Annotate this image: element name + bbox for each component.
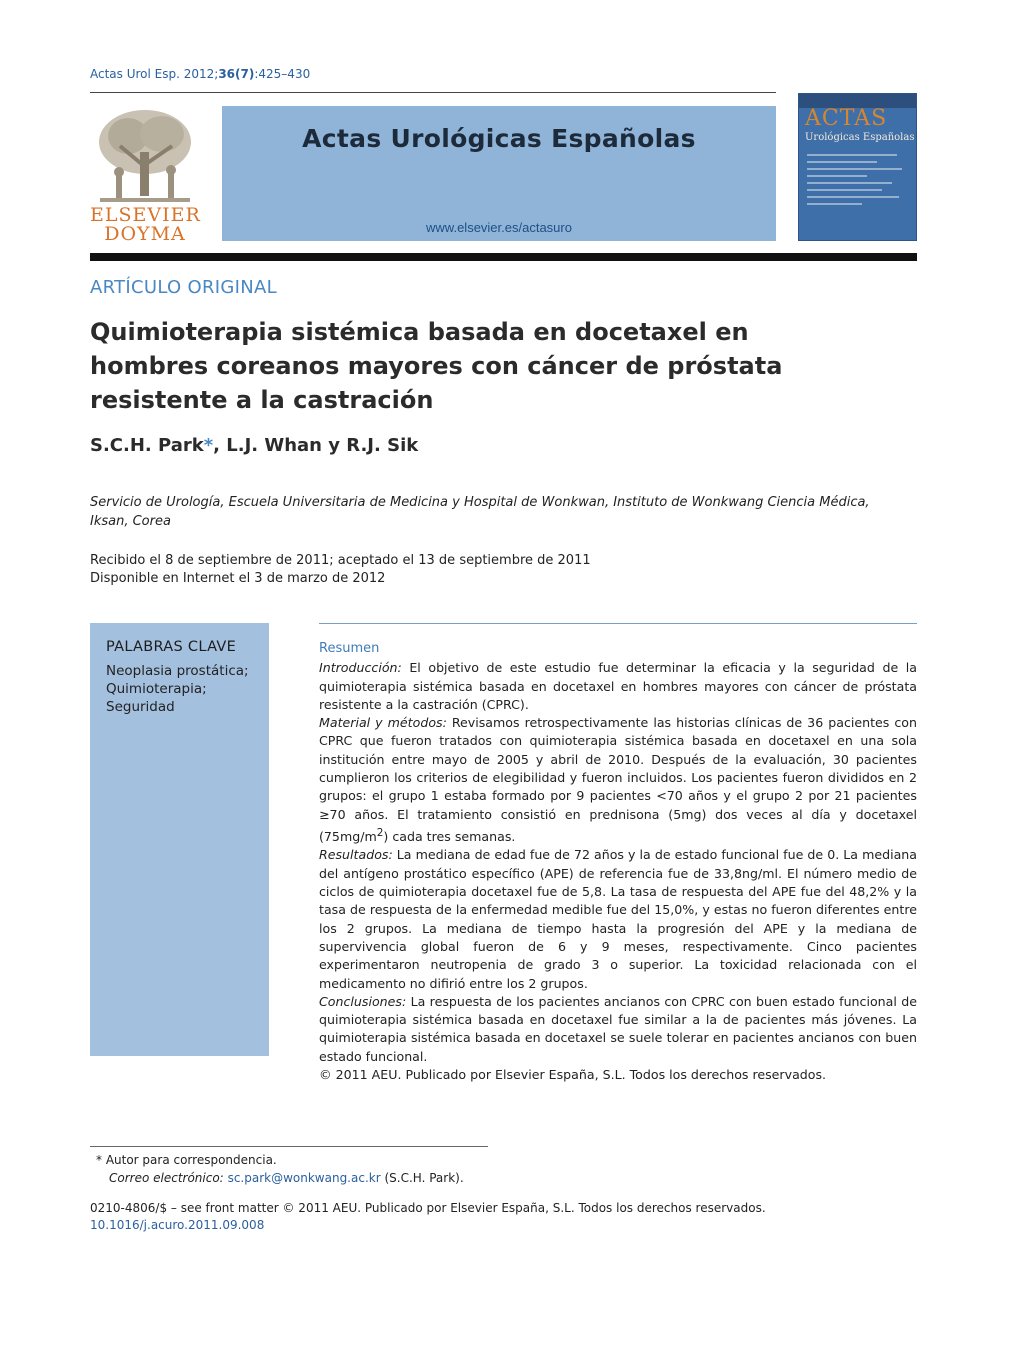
keyword-item: Quimioterapia; [106,681,207,697]
doi-link[interactable]: 10.1016/j.acuro.2011.09.008 [90,1218,265,1232]
co-authors: , L.J. Whan y R.J. Sik [213,435,419,456]
header-divider [90,253,917,261]
elsevier-logo [90,106,201,245]
footnote-rule [90,1146,488,1147]
cover-subtitle: Urológicas Españolas [805,132,915,143]
author-list [90,435,418,456]
abstract-results: Resultados: La mediana de edad fue de 72 años y la de estado funcional fue de 0. La mediana del antígeno prostático específico (APE) de referencia fue de 33,8ng/ml. El número medio de ciclos de quimioterapia docetaxel fue de 5,8. La tasa de respuesta del APE fue del 48,2% y la tasa de respuesta de la enfermedad medible fue del 15,0%, y estas no fueron diferentes entre los 2 grupos. La mediana de tiempo hasta la progresión del APE y la mediana de supervivencia global fueron de 6 y 9 meses, respectivamente. Cinco pacientes experimentaron neutropenia de grado 3 o superior. La toxicidad relacionada con el medicamento no difirió entre los 2 grupos. [319,847,917,991]
tree-icon [90,106,200,206]
email-label: Correo electrónico: [109,1171,224,1185]
abstract-introduction: Introducción: El objetivo de este estudio fue determinar la eficacia y la seguridad de la quimioterapia sistémica basada en docetaxel en hombres mayores con cáncer de próstata resistente a la castración (CPRC). [319,660,917,712]
journal-citation: Actas Urol Esp. 2012;36(7):425–430 [90,67,311,81]
journal-name: Actas Urológicas Españolas [302,124,696,153]
front-matter [90,1200,766,1234]
footnote-marker: * Autor para correspondencia. [96,1153,277,1167]
article-dates [90,552,591,588]
received-date: Recibido el 8 de septiembre de 2011; aceptado el 13 de septiembre de 2011 [90,553,591,568]
journal-cover-thumbnail [798,93,917,241]
abstract-rule [319,623,917,624]
keywords-list [106,662,249,716]
correspondence-footnote: * Autor para correspondencia. Correo electrónico: sc.park@wonkwang.ac.kr (S.C.H. Park). [96,1153,464,1185]
issn-line: 0210-4806/$ – see front matter © 2011 AEU. Publicado por Elsevier España, S.L. Todos los derechos reservados. [90,1201,766,1215]
journal-banner [222,106,776,241]
publisher-imprint: DOYMA [104,223,186,245]
online-date: Disponible en Internet el 3 de marzo de 2012 [90,571,386,586]
abstract-heading: Resumen [319,641,380,656]
author-email-link[interactable]: sc.park@wonkwang.ac.kr [227,1171,381,1185]
abstract-conclusions: Conclusiones: La respuesta de los pacientes ancianos con CPRC con buen estado funcional de quimioterapia sistémica basada en docetaxel fue similar a la de pacientes más jóvenes. La quimioterapia sistémica basada en docetaxel se suele tolerar en pacientes ancianos con buen estado funcional. [319,993,917,1064]
abstract-copyright: © 2011 AEU. Publicado por Elsevier España, S.L. Todos los derechos reservados. [319,1067,827,1083]
keywords-box [90,623,269,1056]
keyword-item: Neoplasia prostática; [106,663,249,679]
keyword-item: Seguridad [106,699,175,715]
cover-title: ACTAS [805,106,888,131]
abstract-methods: Material y métodos: Revisamos retrospectivamente las historias clínicas de 36 pacientes con CPRC que fueron tratados con quimioterapia sistémica basada en docetaxel en una sola institución entre mayo de 2005 y abril de 2010. Después de la evaluación, 30 pacientes cumplieron los criterios de elegibilidad y fueron incluidos. Los pacientes fueron divididos en 2 grupos: el grupo 1 estaba formado por 9 pacientes <70 años y el grupo 2 por 21 pacientes ≥70 años. El tratamiento consistió en prednisona (5mg) dos veces al día y docetaxel $(75mg/m^2)$ cada tres semanas. [319,715,917,845]
author-affiliation: Servicio de Urología, Escuela Universitaria de Medicina y Hospital de Wonkwan, Instituto de Wonkwang Ciencia Médica, Iksan, Corea [90,495,870,529]
abstract [319,640,917,1084]
article-section: ARTÍCULO ORIGINAL [90,277,277,298]
header-rule [90,92,776,93]
keywords-heading: PALABRAS CLAVE [106,639,237,655]
article-title: Quimioterapia sistémica basada en docetaxel en hombres coreanos mayores con cáncer de próstata resistente a la castración [90,318,783,414]
journal-url-link[interactable]: www.elsevier.es/actasuro [426,220,572,235]
author-name: S.C.H. Park [90,435,204,456]
publisher-name: ELSEVIER [90,204,201,226]
correspondence-marker[interactable]: * [203,435,214,456]
